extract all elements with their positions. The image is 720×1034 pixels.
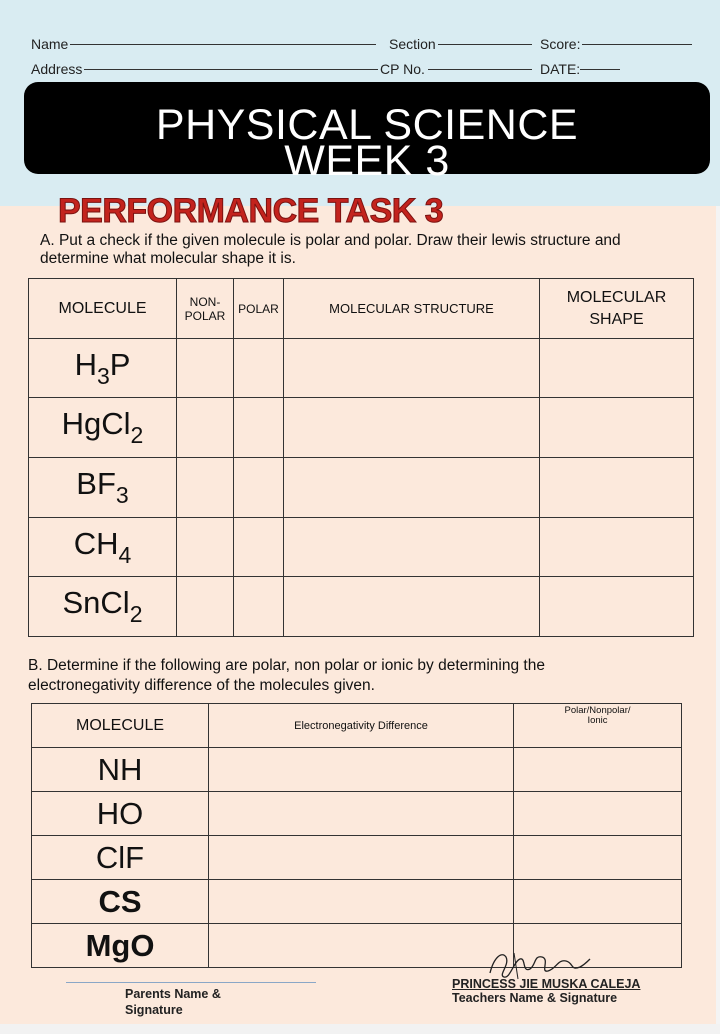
nonpolar-check-cell[interactable] xyxy=(177,577,234,637)
en-difference-cell[interactable] xyxy=(209,748,514,792)
shape-cell[interactable] xyxy=(540,339,694,398)
en-difference-cell[interactable] xyxy=(209,924,514,968)
address-label: Address xyxy=(31,61,83,77)
table-row xyxy=(29,577,694,637)
table-row xyxy=(32,880,682,924)
shape-cell[interactable] xyxy=(540,577,694,637)
parents-label-2: Signature xyxy=(125,1003,183,1017)
structure-cell[interactable] xyxy=(284,339,540,398)
header-molecular-structure: MOLECULAR STRUCTURE xyxy=(284,279,540,339)
date-field-line[interactable] xyxy=(580,69,620,70)
molecule-cell: MgO xyxy=(32,924,209,968)
teacher-label: Teachers Name & Signature xyxy=(452,991,618,1005)
molecule-cell: NH xyxy=(32,748,209,792)
molecule-cell: HO xyxy=(32,792,209,836)
header-molecule: MOLECULE xyxy=(29,279,177,339)
molecule-cell: SnCl$_2$ xyxy=(29,577,177,637)
molecule-cell: CS xyxy=(32,880,209,924)
polar-check-cell[interactable] xyxy=(234,518,284,577)
nonpolar-check-cell[interactable] xyxy=(177,518,234,577)
molecule-cell: ClF xyxy=(32,836,209,880)
part-b-instruction-2: electronegativity difference of the molecules given. xyxy=(28,677,375,694)
header-polarity-type: Polar/Nonpolar/ Ionic xyxy=(514,704,682,748)
polarity-type-cell[interactable] xyxy=(514,836,682,880)
cp-field-line[interactable] xyxy=(428,69,532,70)
en-difference-cell[interactable] xyxy=(209,880,514,924)
polarity-type-cell[interactable] xyxy=(514,792,682,836)
table-row xyxy=(32,836,682,880)
table-row xyxy=(29,518,694,577)
structure-cell[interactable] xyxy=(284,458,540,518)
score-field-line[interactable] xyxy=(582,44,692,45)
table-row xyxy=(32,748,682,792)
header-molecule: MOLECULE xyxy=(32,704,209,748)
teacher-name: PRINCESS JIE MUSKA CALEJA xyxy=(452,977,641,991)
nonpolar-check-cell[interactable] xyxy=(177,339,234,398)
nonpolar-check-cell[interactable] xyxy=(177,398,234,458)
part-a-table xyxy=(28,278,694,637)
nonpolar-check-cell[interactable] xyxy=(177,458,234,518)
structure-cell[interactable] xyxy=(284,518,540,577)
polarity-type-cell[interactable] xyxy=(514,880,682,924)
part-a-instruction-1: A. Put a check if the given molecule is polar and polar. Draw their lewis structure and xyxy=(40,232,621,249)
section-field-line[interactable] xyxy=(438,44,532,45)
part-b-table xyxy=(31,703,682,968)
part-b-instruction-1: B. Determine if the following are polar, non polar or ionic by determining the xyxy=(28,657,545,674)
date-label: DATE: xyxy=(540,61,581,77)
cp-label: CP No. xyxy=(380,61,425,77)
section-label: Section xyxy=(389,36,436,52)
header-molecular-shape: MOLECULAR SHAPE xyxy=(540,279,694,339)
polar-check-cell[interactable] xyxy=(234,339,284,398)
polar-check-cell[interactable] xyxy=(234,577,284,637)
table-row xyxy=(32,792,682,836)
molecule-cell: $H_3P$ xyxy=(29,339,177,398)
polar-check-cell[interactable] xyxy=(234,458,284,518)
table-row xyxy=(29,458,694,518)
score-label: Score: xyxy=(540,36,581,52)
header-polar: POLAR xyxy=(234,279,284,339)
banner-title: PHYSICAL SCIENCE xyxy=(155,101,579,149)
address-field-line[interactable] xyxy=(84,69,378,70)
page-edge xyxy=(716,206,720,1034)
shape-cell[interactable] xyxy=(540,398,694,458)
table-row xyxy=(29,398,694,458)
parents-signature-line[interactable] xyxy=(66,982,316,983)
polarity-type-cell[interactable] xyxy=(514,748,682,792)
molecule-cell: $CH_4$ xyxy=(29,518,177,577)
page-edge-bottom xyxy=(0,1024,720,1034)
shape-cell[interactable] xyxy=(540,518,694,577)
table-header-row xyxy=(32,704,682,748)
teacher-signature-scrawl xyxy=(484,947,594,981)
molecule-cell: HgCl$_2$ xyxy=(29,398,177,458)
header-electronegativity-difference: Electronegativity Difference xyxy=(209,704,514,748)
part-a-instruction-2: determine what molecular shape it is. xyxy=(40,250,296,267)
name-field-line[interactable] xyxy=(70,44,376,45)
structure-cell[interactable] xyxy=(284,577,540,637)
structure-cell[interactable] xyxy=(284,398,540,458)
polar-check-cell[interactable] xyxy=(234,398,284,458)
banner-week: WEEK 3 xyxy=(284,137,450,185)
en-difference-cell[interactable] xyxy=(209,836,514,880)
molecule-cell: $BF_3$ xyxy=(29,458,177,518)
en-difference-cell[interactable] xyxy=(209,792,514,836)
parents-label-1: Parents Name & xyxy=(125,987,221,1001)
table-row xyxy=(29,339,694,398)
shape-cell[interactable] xyxy=(540,458,694,518)
header-nonpolar: NON- POLAR xyxy=(177,279,234,339)
table-header-row xyxy=(29,279,694,339)
name-label: Name xyxy=(31,36,69,52)
performance-task-title: PERFORMANCE TASK 3 xyxy=(58,192,444,230)
